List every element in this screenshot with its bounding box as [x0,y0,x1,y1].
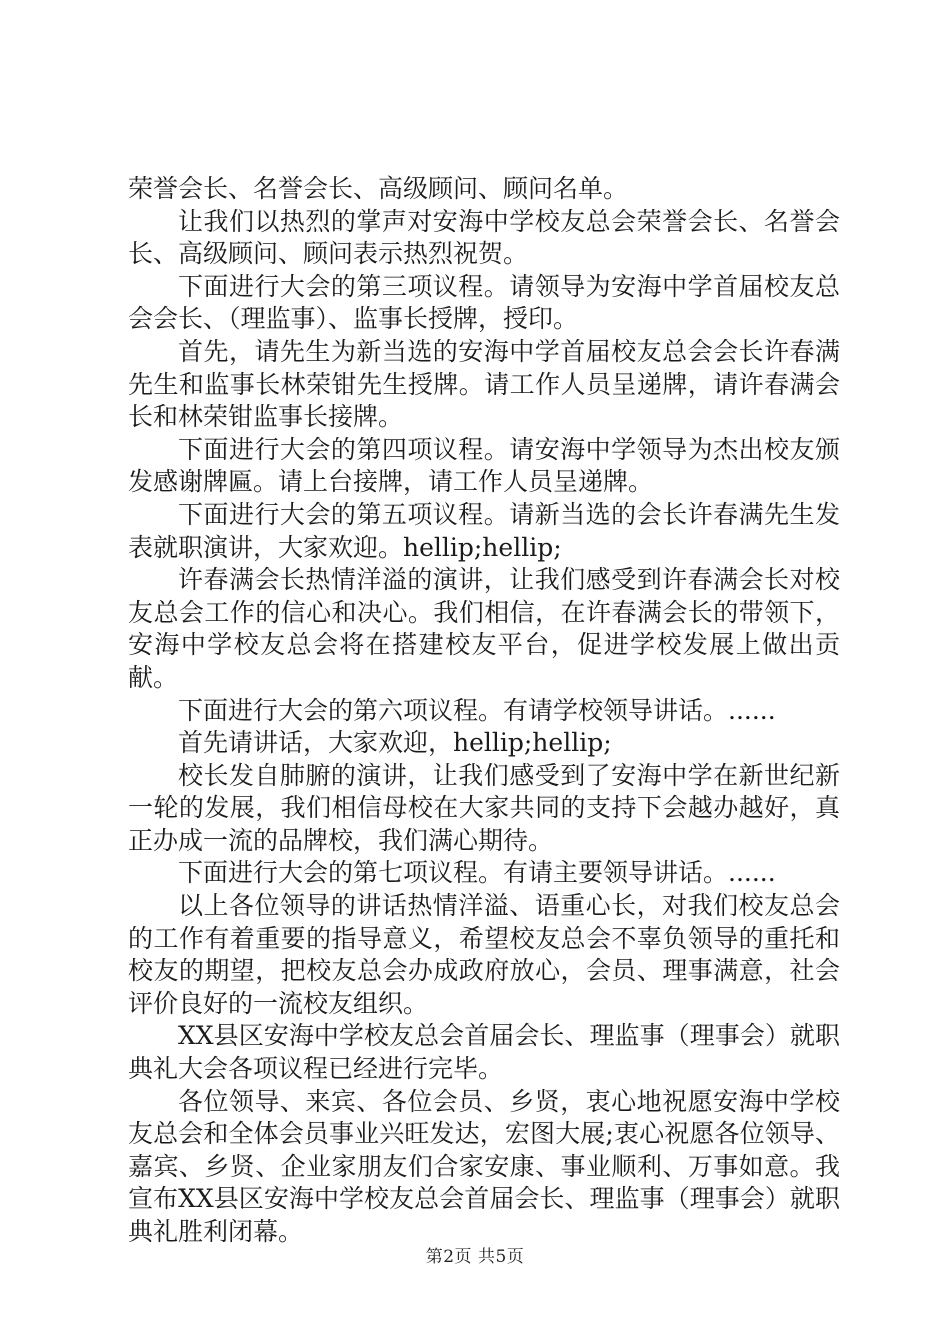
paragraph: 以上各位领导的讲话热情洋溢、语重心长，对我们校友总会的工作有着重要的指导意义，希望校友总会不辜负领导的重托和校友的期望，把校友总会办成政府放心，会员、理事满意，社会评价良好的一流校友组织。 [128,891,840,1018]
paragraph: 首先，请先生为新当选的安海中学首届校友总会会长许春满先生和监事长林荣钳先生授牌。请工作人员呈递牌，请许春满会长和林荣钳监事长接牌。 [128,336,840,432]
paragraph: 首先请讲话，大家欢迎，hellip;hellip; [178,728,612,758]
paragraph: XX县区安海中学校友总会首届会长、理监事（理事会）就职典礼大会各项议程已经进行完毕。 [128,1021,840,1084]
paragraph: 下面进行大会的第六项议程。有请学校领导讲话。...... [178,695,776,725]
paragraph: 许春满会长热情洋溢的演讲，让我们感受到许春满会长对校友总会工作的信心和决心。我们相信，在许春满会长的带领下，安海中学校友总会将在搭建校友平台，促进学校发展上做出贡献。 [128,565,840,692]
paragraph: 校长发自肺腑的演讲，让我们感受到了安海中学在新世纪新一轮的发展，我们相信母校在大家共同的支持下会越办越好，真正办成一流的品牌校，我们满心期待。 [128,760,840,855]
paragraph: 荣誉会长、名誉会长、高级顾问、顾问名单。 [128,174,629,203]
paragraph: 下面进行大会的第三项议程。请领导为安海中学首届校友总会会长、（理监事）、监事长授牌，授印。 [128,271,840,334]
paragraph: 各位领导、来宾、各位会员、乡贤，衷心地祝愿安海中学校友总会和全体会员事业兴旺发达，宏图大展;衷心祝愿各位领导、嘉宾、乡贤、企业家朋友们合家安康、事业顺利、万事如意。我宣布XX县区安海中学校友总会首届会长、理监事（理事会）就职典礼胜利闭幕。 [128,1086,840,1246]
paragraph: 让我们以热烈的掌声对安海中学校友总会荣誉会长、名誉会长、高级顾问、顾问表示热烈祝贺。 [128,206,840,269]
page-number-footer: 第2页 共5页 [425,1247,525,1267]
paragraph: 下面进行大会的第五项议程。请新当选的会长许春满先生发表就职演讲，大家欢迎。hellip;hellip; [128,499,840,562]
paragraph: 下面进行大会的第四项议程。请安海中学领导为杰出校友颁发感谢牌匾。请上台接牌，请工作人员呈递牌。 [128,434,840,497]
paragraph: 下面进行大会的第七项议程。有请主要领导讲话。...... [178,858,776,888]
document-body [128,173,840,1249]
